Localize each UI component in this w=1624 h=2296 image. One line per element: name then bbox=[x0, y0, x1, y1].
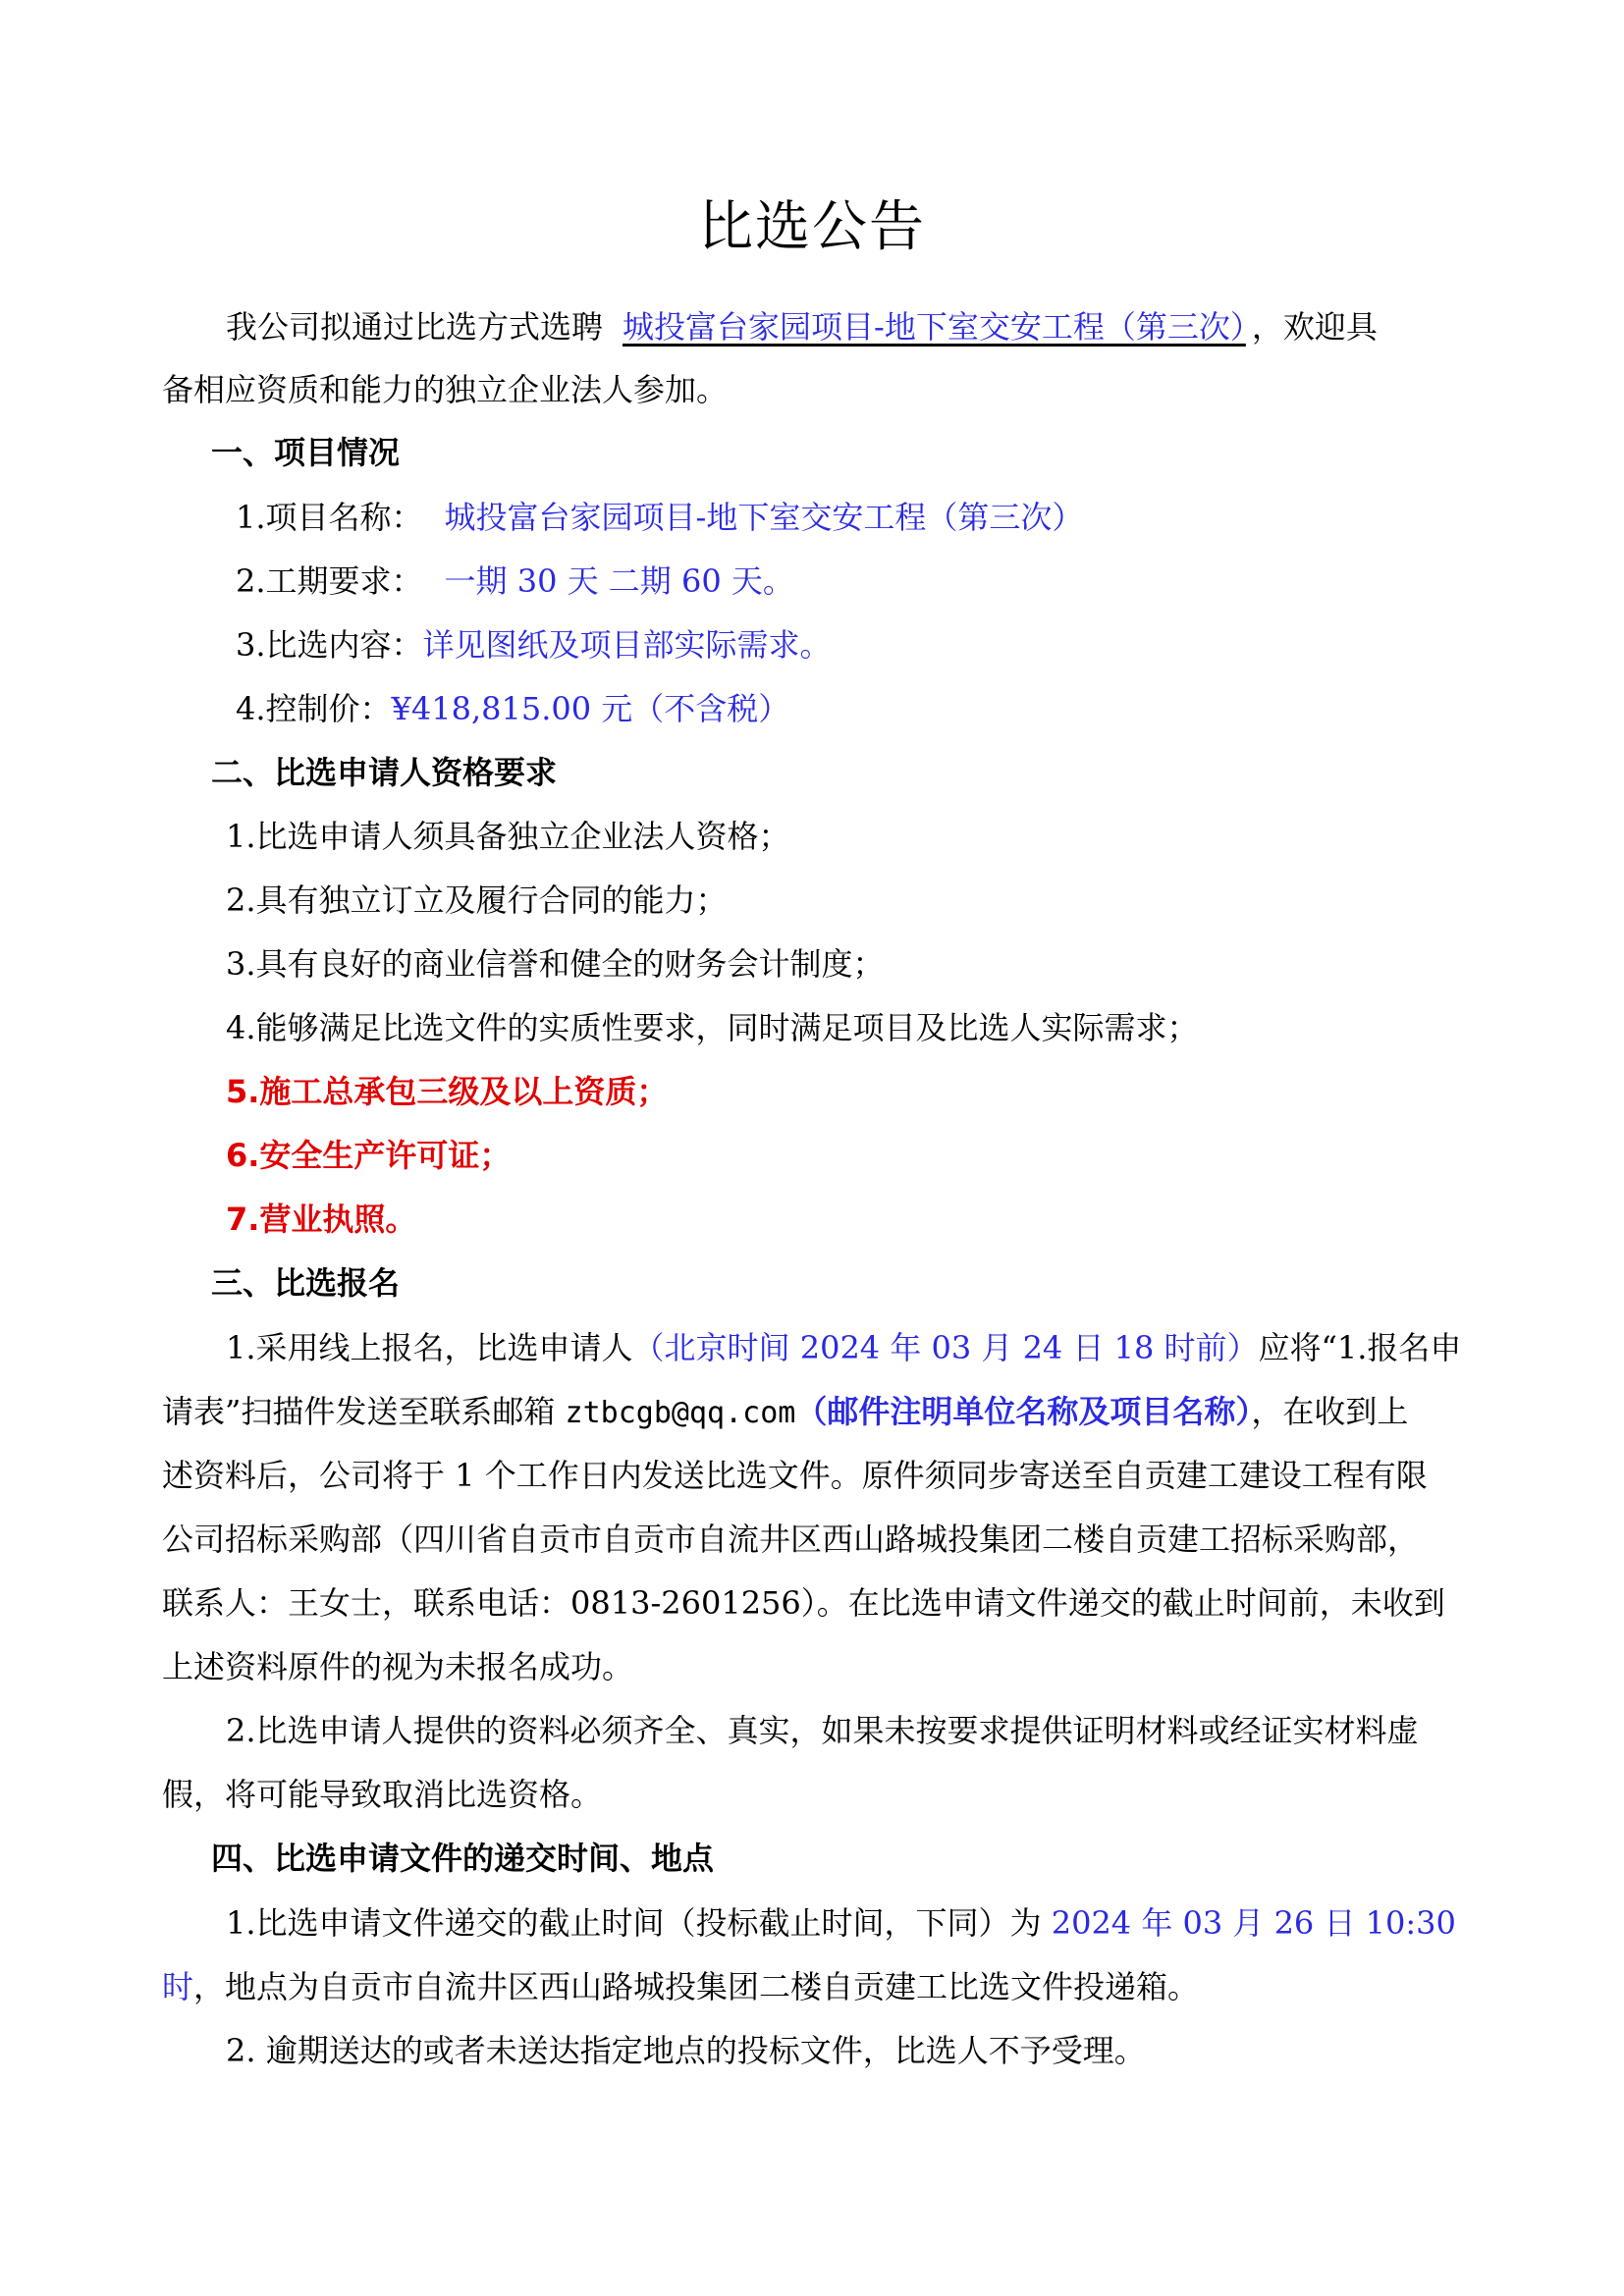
email-note: （邮件注明单位名称及项目名称） bbox=[795, 1393, 1252, 1430]
section1-item-1 bbox=[236, 497, 1551, 538]
section1-item-3 bbox=[236, 624, 1551, 666]
section4-p1-line-2 bbox=[162, 1966, 1478, 2007]
text-run: ，地点为自贡市自流井区西山路城投集团二楼自贡建工比选文件投递箱。 bbox=[193, 1968, 1200, 2005]
section1-item-2 bbox=[236, 561, 1551, 602]
section4-heading: 四、比选申请文件的递交时间、地点 bbox=[211, 1840, 715, 1877]
text-run: 应将“1.报名申 bbox=[1258, 1329, 1462, 1366]
item-value: 一期 30 天 二期 60 天。 bbox=[444, 562, 794, 600]
section3-p1-line-4: 公司招标采购部（四川省自贡市自贡市自流井区西山路城投集团二楼自贡建工招标采购部， bbox=[162, 1521, 1420, 1558]
section1-item-4 bbox=[236, 688, 1551, 729]
item-label: 3.比选内容： bbox=[236, 626, 423, 664]
section3-p2-line-1: 2.比选申请人提供的资料必须齐全、真实，如果未按要求提供证明材料或经证实材料虚 bbox=[226, 1712, 1419, 1749]
intro-prefix: 我公司拟通过比选方式选聘 bbox=[226, 308, 604, 346]
submission-deadline: 2024 年 03 月 26 日 10:30 bbox=[1051, 1904, 1456, 1942]
text-run: ，在收到上 bbox=[1251, 1393, 1409, 1430]
section2-item-1: 1.比选申请人须具备独立企业法人资格； bbox=[226, 818, 790, 855]
text-run: 1.比选申请文件递交的截止时间（投标截止时间，下同）为 bbox=[226, 1904, 1052, 1942]
section2-item-7: 7.营业执照。 bbox=[226, 1201, 417, 1238]
intro-line-2: 备相应资质和能力的独立企业法人参加。 bbox=[162, 371, 729, 408]
section4-p2: 2. 逾期送达的或者未送达指定地点的投标文件，比选人不予受理。 bbox=[226, 2032, 1146, 2069]
deadline-text: （北京时间 2024 年 03 月 24 日 18 时前） bbox=[632, 1329, 1259, 1366]
section3-p1-line-1 bbox=[226, 1327, 1478, 1368]
item-label: 4.控制价： bbox=[236, 690, 392, 727]
text-run: 1.采用线上报名，比选申请人 bbox=[226, 1329, 633, 1366]
section3-p1-line-6: 上述资料原件的视为未报名成功。 bbox=[162, 1648, 634, 1685]
text-run: 请表”扫描件发送至联系邮箱 bbox=[162, 1393, 566, 1430]
item-label: 1.项目名称： bbox=[236, 499, 423, 536]
section3-p1-line-2 bbox=[162, 1391, 1478, 1434]
submission-deadline-end: 时 bbox=[162, 1968, 194, 2005]
item-value: ¥418,815.00 元（不含税） bbox=[391, 690, 790, 727]
section2-item-3: 3.具有良好的商业信誉和健全的财务会计制度； bbox=[226, 945, 885, 983]
section3-p1-line-3: 述资料后，公司将于 1 个工作日内发送比选文件。原件须同步寄送至自贡建工建设工程有限 bbox=[162, 1457, 1428, 1494]
section4-p1-line-1 bbox=[226, 1902, 1478, 1944]
page-title: 比选公告 bbox=[698, 195, 926, 259]
item-value: 城投富台家园项目-地下室交安工程（第三次） bbox=[444, 499, 1084, 536]
section2-item-4: 4.能够满足比选文件的实质性要求，同时满足项目及比选人实际需求； bbox=[226, 1009, 1199, 1046]
item-value: 详见图纸及项目部实际需求。 bbox=[422, 626, 832, 664]
section2-heading: 二、比选申请人资格要求 bbox=[211, 754, 558, 791]
contact-email: ztbcgb@qq.com bbox=[565, 1396, 796, 1430]
section3-p1-line-5: 联系人：王女士，联系电话：0813-2601256）。在比选申请文件递交的截止时间前，未收到 bbox=[162, 1584, 1445, 1622]
section3-heading: 三、比选报名 bbox=[211, 1264, 401, 1302]
intro-suffix: ，欢迎具 bbox=[1251, 308, 1378, 346]
section2-item-2: 2.具有独立订立及履行合同的能力； bbox=[226, 881, 728, 919]
section1-heading: 一、项目情况 bbox=[211, 434, 401, 471]
section2-item-6: 6.安全生产许可证； bbox=[226, 1137, 512, 1174]
section2-item-5: 5.施工总承包三级及以上资质； bbox=[226, 1073, 669, 1110]
section3-p2-line-2: 假，将可能导致取消比选资格。 bbox=[162, 1776, 603, 1813]
intro-project-name: 城投富台家园项目-地下室交安工程（第三次） bbox=[623, 308, 1246, 346]
item-label: 2.工期要求： bbox=[236, 562, 423, 600]
intro-line-1 bbox=[226, 306, 1478, 347]
